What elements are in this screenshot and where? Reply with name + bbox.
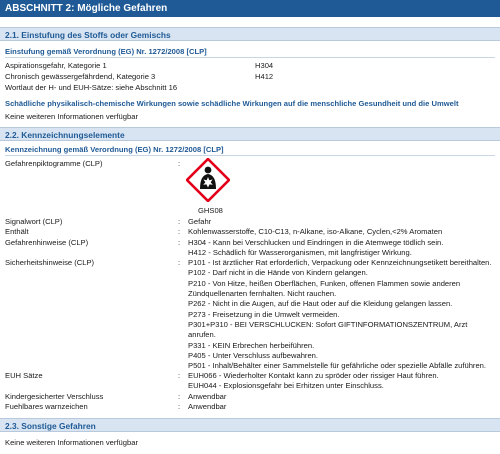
labelling-subheading: Kennzeichnung gemäß Verordnung (EG) Nr. 1272/2008 [CLP] — [5, 145, 224, 154]
signal-word-label: Signalwort (CLP) — [5, 217, 63, 226]
colon: : — [178, 402, 181, 411]
hazard-statement: H304 - Kann bei Verschlucken und Eindringen in die Atemwege tödlich sein. — [188, 238, 444, 247]
classification-label: Aspirationsgefahr, Kategorie 1 — [5, 61, 107, 70]
classification-code: H304 — [255, 61, 274, 70]
colon: : — [178, 238, 181, 247]
colon: : — [178, 371, 181, 380]
precautionary-statement: P331 - KEIN Erbrechen herbeiführen. — [188, 341, 315, 350]
classification-subheading: Einstufung gemäß Verordnung (EG) Nr. 1272/2008 [CLP] — [5, 47, 207, 56]
precautionary-statement: P273 - Freisetzung in die Umwelt vermeiden. — [188, 310, 340, 319]
section-2-2-bar: 2.2. Kennzeichnungselemente — [0, 127, 500, 141]
divider — [5, 57, 495, 58]
divider — [5, 155, 495, 156]
hazard-statements-label: Gefahrenhinweise (CLP) — [5, 238, 89, 247]
contains-value: Kohlenwasserstoffe, C10-C13, n-Alkane, iso-Alkane, Cyclen,<2% Aromaten — [188, 227, 443, 236]
other-hazards-text: Keine weiteren Informationen verfügbar — [5, 438, 138, 447]
precautionary-statement: P501 - Inhalt/Behälter einer Sammelstelle für gefährliche oder spezielle Abfälle zuführen. — [188, 361, 487, 370]
euh-statements-label: EUH Sätze — [5, 371, 43, 380]
precautionary-statement: P301+P310 - BEI VERSCHLUCKEN: Sofort GIFTINFORMATIONSZENTRUM, Arzt — [188, 320, 468, 329]
precautionary-statement: P102 - Darf nicht in die Hände von Kindern gelangen. — [188, 268, 368, 277]
precautionary-statement: P405 - Unter Verschluss aufbewahren. — [188, 351, 319, 360]
precautionary-statement: anrufen. — [188, 330, 216, 339]
colon: : — [178, 159, 181, 168]
colon: : — [178, 217, 181, 226]
pictogram-label: Gefahrenpiktogramme (CLP) — [5, 159, 103, 168]
section-header: ABSCHNITT 2: Mögliche Gefahren — [0, 0, 500, 17]
child-resistant-label: Kindergesicherter Verschluss — [5, 392, 104, 401]
classification-code: H412 — [255, 72, 274, 81]
precautionary-statement: P210 - Von Hitze, heißen Oberflächen, Funken, offenen Flammen sowie anderen — [188, 279, 461, 288]
pictogram-code: GHS08 — [198, 206, 223, 215]
tactile-warning-label: Fuehlbares warnzeichen — [5, 402, 88, 411]
colon: : — [178, 227, 181, 236]
child-resistant-value: Anwendbar — [188, 392, 227, 401]
tactile-warning-value: Anwendbar — [188, 402, 227, 411]
ghs08-health-hazard-icon — [186, 158, 230, 202]
colon: : — [178, 392, 181, 401]
precautionary-statements-label: Sicherheitshinweise (CLP) — [5, 258, 95, 267]
section-2-3-bar: 2.3. Sonstige Gefahren — [0, 418, 500, 432]
colon: : — [178, 258, 181, 267]
effects-subheading: Schädliche physikalisch-chemische Wirkungen sowie schädliche Wirkungen auf die menschliche Gesundheit und die Umwelt — [5, 99, 459, 108]
wortlaut-note: Wortlaut der H- und EUH-Sätze: siehe Abschnitt 16 — [5, 83, 178, 92]
precautionary-statement: Zündquellenarten fernhalten. Nicht rauchen. — [188, 289, 337, 298]
precautionary-statement: P101 - Ist ärztlicher Rat erforderlich, Verpackung oder Kennzeichnungsetikett bereithalten. — [188, 258, 492, 267]
effects-text: Keine weiteren Informationen verfügbar — [5, 112, 138, 121]
contains-label: Enthält — [5, 227, 29, 236]
precautionary-statement: P262 - Nicht in die Augen, auf die Haut oder auf die Kleidung gelangen lassen. — [188, 299, 453, 308]
section-2-1-bar: 2.1. Einstufung des Stoffs oder Gemischs — [0, 27, 500, 41]
signal-word-value: Gefahr — [188, 217, 212, 226]
euh-statement: EUH044 - Explosionsgefahr bei Erhitzen unter Einschluss. — [188, 381, 384, 390]
hazard-statement: H412 - Schädlich für Wasserorganismen, mit langfristiger Wirkung. — [188, 248, 412, 257]
euh-statement: EUH066 - Wiederholter Kontakt kann zu spröder oder rissiger Haut führen. — [188, 371, 439, 380]
classification-label: Chronisch gewässergefährdend, Kategorie 3 — [5, 72, 156, 81]
